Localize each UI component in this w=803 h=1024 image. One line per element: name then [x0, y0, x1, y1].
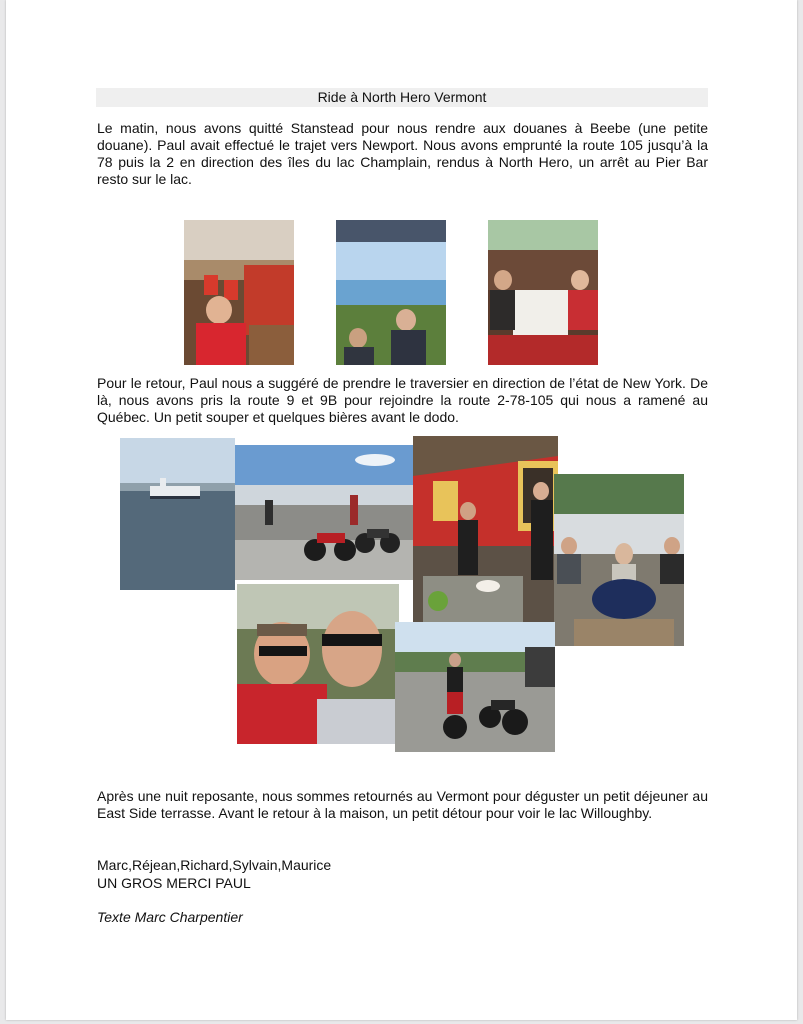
photo-ferry-on-lake	[120, 438, 235, 590]
photo-motorcycles-parked	[395, 622, 555, 752]
document-title: Ride à North Hero Vermont	[96, 88, 708, 107]
photo-group-at-table	[488, 220, 598, 365]
photo-bbq-patio	[554, 474, 684, 646]
photo-restaurant-interior	[184, 220, 294, 365]
photo-cabin-grill	[413, 436, 558, 623]
participant-names: Marc,Réjean,Richard,Sylvain,Maurice	[97, 857, 332, 873]
paragraph-morning: Le matin, nous avons quitté Stanstead pour nous rendre aux douanes à Beebe (une petite douane). Paul avait effectué le trajet vers Newport. Nous avons emprunté la route 105 jusqu’à la 78 puis la 2 en direction des îles du lac Champlain, rendus à North Hero, un arrêt au Pier Bar resto sur le lac.	[97, 120, 708, 187]
document-page	[6, 0, 797, 1020]
paragraph-next-day: Après une nuit reposante, nous sommes retournés au Vermont pour déguster un petit déjeuner au East Side terrasse. Avant le retour à la maison, un petit détour pour voir le lac Willoughby.	[97, 788, 708, 821]
photo-terrace-lake	[336, 220, 446, 365]
paragraph-return: Pour le retour, Paul nous a suggéré de prendre le traversier en direction de l’état de New York. De là, nous avons pris la route 9 et 9B pour rejoindre la route 2-78-105 qui nous a ramené au Québec. Un petit souper et quelques bières avant le dodo.	[97, 375, 708, 425]
thanks-line: UN GROS MERCI PAUL	[97, 875, 251, 891]
author-signature: Texte Marc Charpentier	[97, 909, 243, 925]
photo-selfie-two-riders	[237, 584, 399, 744]
photo-motorcycles-on-ferry	[235, 445, 415, 580]
